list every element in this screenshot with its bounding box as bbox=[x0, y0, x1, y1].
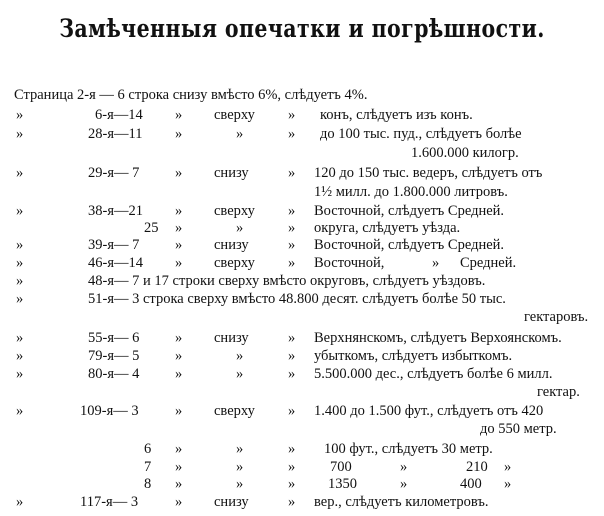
errata-text: снизу bbox=[214, 237, 249, 253]
errata-text: » bbox=[288, 348, 296, 364]
errata-text: » bbox=[16, 165, 24, 181]
errata-text: » bbox=[236, 441, 244, 457]
errata-text: Восточной, bbox=[314, 255, 385, 271]
errata-text: 100 фут., слѣдуетъ 30 метр. bbox=[324, 441, 493, 457]
errata-text: » bbox=[16, 203, 24, 219]
errata-text: 55-я— 6 bbox=[88, 330, 140, 346]
errata-text: » bbox=[175, 203, 183, 219]
errata-text: » bbox=[175, 459, 183, 475]
errata-text: » bbox=[288, 220, 296, 236]
errata-text: » bbox=[16, 494, 24, 510]
errata-text: 400 bbox=[460, 476, 482, 492]
errata-text: Восточной, слѣдуетъ Средней. bbox=[314, 237, 505, 253]
errata-text: 6-я—14 bbox=[95, 107, 143, 123]
errata-text: 109-я— 3 bbox=[80, 403, 139, 419]
errata-text: » bbox=[288, 203, 296, 219]
errata-text: » bbox=[288, 107, 296, 123]
errata-text: до 100 тыс. пуд., слѣдуетъ болѣе bbox=[320, 126, 522, 142]
errata-text: » bbox=[432, 255, 440, 271]
errata-text: сверху bbox=[214, 203, 255, 219]
errata-text: » bbox=[400, 459, 408, 475]
errata-text: » bbox=[16, 107, 24, 123]
errata-text: » bbox=[16, 291, 24, 307]
errata-text: » bbox=[236, 220, 244, 236]
errata-text: до 550 метр. bbox=[480, 421, 557, 437]
errata-text: » bbox=[175, 348, 183, 364]
errata-text: 700 bbox=[330, 459, 352, 475]
errata-text: 28-я—11 bbox=[88, 126, 143, 142]
errata-text: гектаровъ. bbox=[524, 309, 589, 325]
errata-text: » bbox=[16, 330, 24, 346]
errata-text: » bbox=[175, 403, 183, 419]
errata-text: 120 до 150 тыс. ведеръ, слѣдуетъ отъ bbox=[314, 165, 543, 181]
errata-text: » bbox=[288, 165, 296, 181]
errata-text: » bbox=[288, 366, 296, 382]
errata-text: сверху bbox=[214, 403, 255, 419]
errata-text: » bbox=[16, 403, 24, 419]
errata-text: 51-я— 3 строка сверху вмѣсто 48.800 десят. слѣдуетъ болѣе 50 тыс. bbox=[88, 291, 506, 307]
errata-text: » bbox=[400, 476, 408, 492]
errata-text: 79-я— 5 bbox=[88, 348, 140, 364]
errata-text: Верхнянскомъ, слѣдуетъ Верхоянскомъ. bbox=[314, 330, 562, 346]
errata-text: 210 bbox=[466, 459, 488, 475]
errata-text: » bbox=[288, 403, 296, 419]
errata-text: 48-я— 7 и 17 строки сверху вмѣсто округовъ, слѣдуетъ уѣздовъ. bbox=[88, 273, 486, 289]
errata-text: » bbox=[175, 476, 183, 492]
errata-text: » bbox=[236, 126, 244, 142]
errata-text: » bbox=[175, 220, 183, 236]
errata-text: 1½ милл. до 1.800.000 литровъ. bbox=[314, 184, 508, 200]
errata-text: » bbox=[175, 366, 183, 382]
errata-text: » bbox=[16, 273, 24, 289]
errata-text: 80-я— 4 bbox=[88, 366, 140, 382]
errata-text: снизу bbox=[214, 494, 249, 510]
errata-text: » bbox=[175, 126, 183, 142]
errata-text: » bbox=[288, 255, 296, 271]
errata-text: 1.600.000 килогр. bbox=[411, 145, 519, 161]
errata-text: Восточной, слѣдуетъ Средней. bbox=[314, 203, 505, 219]
errata-text: 5.500.000 дес., слѣдуетъ болѣе 6 милл. bbox=[314, 366, 553, 382]
errata-text: Средней. bbox=[460, 255, 517, 271]
errata-text: 6 bbox=[144, 441, 152, 457]
errata-text: убыткомъ, слѣдуетъ избыткомъ. bbox=[314, 348, 513, 364]
errata-text: 117-я— 3 bbox=[80, 494, 139, 510]
errata-text: вер., слѣдуетъ километровъ. bbox=[314, 494, 489, 510]
errata-text: » bbox=[16, 366, 24, 382]
errata-text: конъ, слѣдуетъ изъ конъ. bbox=[320, 107, 473, 123]
errata-text: округа, слѣдуетъ уѣзда. bbox=[314, 220, 461, 236]
errata-text: 25 bbox=[144, 220, 159, 236]
errata-text: гектар. bbox=[537, 384, 580, 400]
errata-text: 46-я—14 bbox=[88, 255, 143, 271]
errata-text: » bbox=[288, 459, 296, 475]
errata-text: » bbox=[16, 255, 24, 271]
errata-text: сверху bbox=[214, 107, 255, 123]
errata-text: » bbox=[16, 126, 24, 142]
errata-text: 7 bbox=[144, 459, 152, 475]
errata-text: » bbox=[175, 441, 183, 457]
errata-text: » bbox=[175, 255, 183, 271]
errata-text: » bbox=[175, 107, 183, 123]
errata-text: » bbox=[504, 476, 512, 492]
errata-text: сверху bbox=[214, 255, 255, 271]
errata-text: 39-я— 7 bbox=[88, 237, 140, 253]
errata-text: снизу bbox=[214, 165, 249, 181]
errata-text: 8 bbox=[144, 476, 152, 492]
errata-text: » bbox=[16, 348, 24, 364]
errata-text: 1350 bbox=[328, 476, 357, 492]
errata-text: » bbox=[288, 494, 296, 510]
errata-text: » bbox=[288, 330, 296, 346]
errata-text: » bbox=[504, 459, 512, 475]
errata-text: » bbox=[175, 165, 183, 181]
page-title: Замѣченныя опечатки и погрѣшности. bbox=[59, 14, 545, 43]
errata-text: 1.400 до 1.500 фут., слѣдуетъ отъ 420 bbox=[314, 403, 544, 419]
errata-text: » bbox=[175, 330, 183, 346]
errata-text: » bbox=[236, 459, 244, 475]
errata-text: » bbox=[236, 348, 244, 364]
errata-text: 29-я— 7 bbox=[88, 165, 140, 181]
errata-text: снизу bbox=[214, 330, 249, 346]
errata-text: Страница 2-я — 6 строка снизу вмѣсто 6%, слѣдуетъ 4%. bbox=[14, 87, 368, 103]
errata-text: » bbox=[16, 237, 24, 253]
errata-text: » bbox=[236, 366, 244, 382]
errata-text: 38-я—21 bbox=[88, 203, 143, 219]
errata-text: » bbox=[175, 494, 183, 510]
errata-text: » bbox=[236, 476, 244, 492]
errata-text: » bbox=[288, 476, 296, 492]
errata-text: » bbox=[288, 126, 296, 142]
errata-text: » bbox=[288, 441, 296, 457]
errata-text: » bbox=[175, 237, 183, 253]
errata-text: » bbox=[288, 237, 296, 253]
